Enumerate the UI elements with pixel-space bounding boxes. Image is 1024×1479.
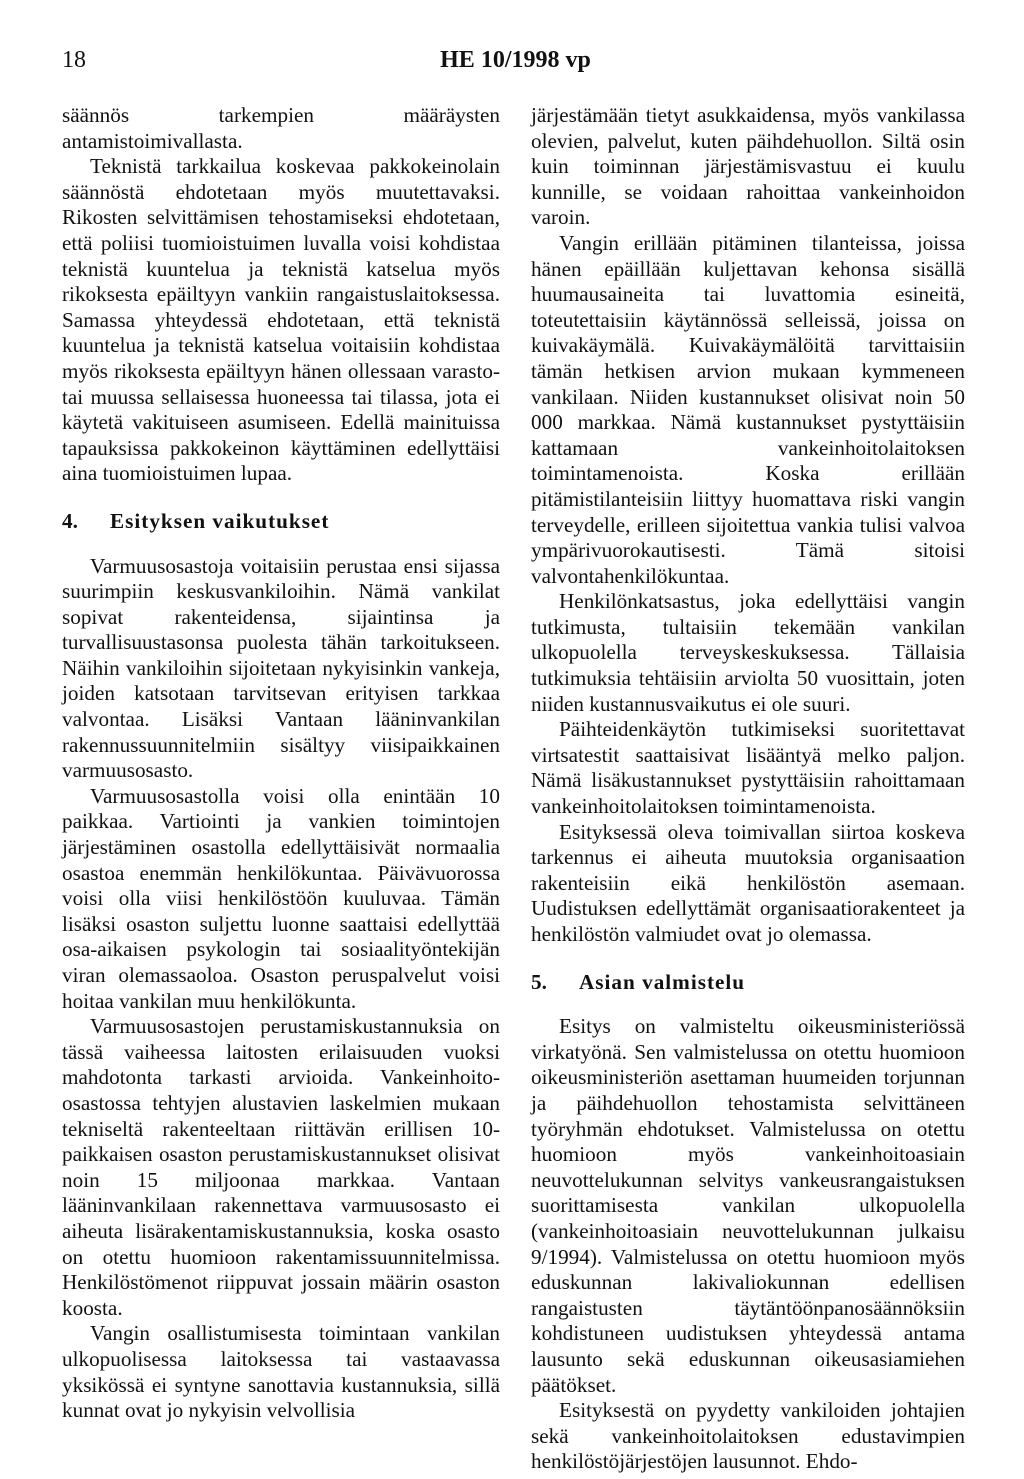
- section-title: Asian valmistelu: [579, 969, 746, 994]
- left-column: [62, 103, 500, 1424]
- section-heading: [531, 970, 965, 996]
- paragraph: Vangin erillään pitäminen tilanteissa, joissa hänen epäillään kuljettavan kehonsa sisällä huumausaineita tai luvattomia esineitä, toteutettaisiin käytännössä selleissä, joissa on kuivakäymälä. Kuivakäymälöitä tarvittaisiin tämän hetkisen arvion mukaan kymmeneen vankilaan. Niiden kustannukset olisivat noin 50 000 markkaa. Nämä kustannukset pystyttäisiin kattamaan vankeinhoitolaitoksen toimintamenoista. Koska erillään pitämistilanteisiin liittyy huomattava riski vangin terveydelle, erilleen sijoitettua vankia tulisi valvoa ympärivuorokautisesti. Tämä sitoisi valvontahenkilökuntaa.: [531, 230, 965, 588]
- paragraph: Varmuusosastoja voitaisiin perustaa ensi sijassa suurimpiin keskusvankiloihin. Nämä vankilat sopivat rakenteidensa, sijaintinsa ja turvallisuustasonsa puolesta tähän tarkoitukseen. Näihin vankiloihin sijoitetaan nykyisinkin vankeja, joiden katsotaan tarvitsevan erityisen tarkkaa valvontaa. Lisäksi Vantaan lääninvankilan rakennussuunnitelmiin sisältyy viisipaikkainen varmuusosasto.: [62, 553, 500, 783]
- paragraph: Päihteidenkäytön tutkimiseksi suoritettavat virtsatestit saattaisivat lisääntyä melko paljon. Nämä lisäkustannukset pystyttäisiin rahoittamaan vankeinhoitolaitoksen toimintamenoista.: [531, 717, 965, 819]
- paragraph: Henkilönkatsastus, joka edellyttäisi vangin tutkimusta, tultaisiin tekemään vankilan ulkopuolella terveyskeskuksessa. Tällaisia tutkimuksia tehtäisiin arviolta 50 vuosittain, joten niiden kustannusvaikutus ei ole suuri.: [531, 589, 965, 716]
- paragraph: järjestämään tietyt asukkaidensa, myös vankilassa olevien, palvelut, kuten päihdehuollon. Siltä osin kuin toiminnan järjestämisvastuu ei kuulu kunnille, se voidaan rahoittaa vankeinhoidon varoin.: [531, 103, 965, 230]
- section-number: 4.: [62, 508, 78, 533]
- section-heading: [62, 509, 500, 535]
- page-number: 18: [62, 47, 86, 73]
- paragraph: Vangin osallistumisesta toimintaan vankilan ulkopuolisessa laitoksessa tai vastaavassa yksikössä ei syntyne sanottavia kustannuksia, sillä kunnat ovat jo nykyisin velvollisia: [62, 1321, 500, 1423]
- section-title: Esityksen vaikutukset: [110, 508, 330, 533]
- right-column: [531, 103, 965, 1475]
- page-header: [62, 47, 969, 87]
- paragraph: Teknistä tarkkailua koskevaa pakkokeinolain säännöstä ehdotetaan myös muutettavaksi. Rikosten selvittämisen tehostamiseksi ehdotetaan, että poliisi tuomioistuimen luvalla voisi kohdistaa teknistä kuuntelua ja teknistä katselua myös rikoksesta epäiltyyn vankiin rangaistuslaitoksessa. Samassa yhteydessä ehdotetaan, että teknistä kuuntelua ja teknistä katselua voitaisiin kohdistaa myös rikoksesta epäiltyyn hänen ollessaan varasto- tai muussa sellaisessa huoneessa tai tilassa, jota ei käytetä vakituiseen asumiseen. Edellä mainituissa tapauksissa pakkokeinon käyttäminen edellyttäisi aina tuomioistuimen lupaa.: [62, 154, 500, 486]
- paragraph: Varmuusosastojen perustamiskustannuksia on tässä vaiheessa laitosten erilaisuuden vuoksi mahdotonta tarkasti arvioida. Vankeinhoito-osastossa tehtyjen alustavien laskelmien mukaan tekniseltä rakenteeltaan riittävän erillisen 10-paikkaisen osaston perustamiskustannukset olisivat noin 15 miljoonaa markkaa. Vantaan lääninvankilaan rakennettava varmuusosasto ei aiheuta lisärakentamiskustannuksia, koska osasto on otettu huomioon rakentamissuunnitelmissa. Henkilöstömenot riippuvat jossain määrin osaston koosta.: [62, 1014, 500, 1320]
- section-number: 5.: [531, 969, 547, 994]
- paragraph: Varmuusosastolla voisi olla enintään 10 paikkaa. Vartiointi ja vankien toimintojen järjestäminen osastolla edellyttäisivät normaalia osastoa enemmän henkilökuntaa. Päivävuorossa voisi olla viisi henkilöstöön kuuluvaa. Tämän lisäksi osaston suljettu luonne saattaisi edellyttää osa-aikaisen psykologin tai sosiaalityöntekijän viran olemassaoloa. Osaston peruspalvelut voisi hoitaa vankilan muu henkilökunta.: [62, 783, 500, 1013]
- paragraph: säännös tarkempien määräysten antamistoimivallasta.: [62, 103, 500, 153]
- paragraph: Esityksessä oleva toimivallan siirtoa koskeva tarkennus ei aiheuta muutoksia organisaation rakenteisiin eikä henkilöstön asemaan. Uudistuksen edellyttämät organisaatiorakenteet ja henkilöstön valmiudet ovat jo olemassa.: [531, 819, 965, 946]
- paragraph: Esityksestä on pyydetty vankiloiden johtajien sekä vankeinhoitolaitoksen edustavimpien henkilöstöjärjestöjen lausunnot. Ehdo-: [531, 1398, 965, 1474]
- paragraph: Esitys on valmisteltu oikeusministeriössä virkatyönä. Sen valmistelussa on otettu huomioon oikeusministeriön asettaman huumeiden torjunnan ja päihdehuollon tehostamista selvittäneen työryhmän ehdotukset. Valmistelussa on otettu huomioon myös vankeinhoitoasiain neuvottelukunnan selvitys vankeusrangaistuksen suorittamisesta vankilan ulkopuolella (vankeinhoitoasiain neuvottelukunnan julkaisu 9/1994). Valmistelussa on otettu huomioon myös eduskunnan lakivaliokunnan edellisen rangaistusten täytäntöönpanosäännöksiin kohdistuneen uudistuksen yhteydessä antama lausunto sekä eduskunnan oikeusasiamiehen päätökset.: [531, 1014, 965, 1397]
- document-id: HE 10/1998 vp: [440, 47, 591, 73]
